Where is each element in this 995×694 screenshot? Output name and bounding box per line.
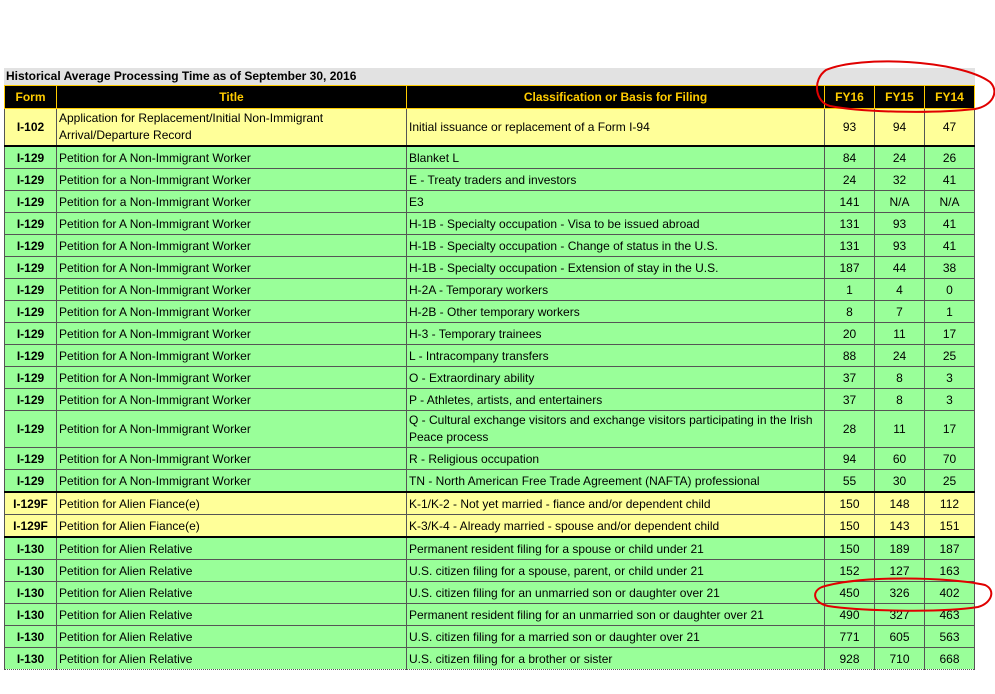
cell-fy15: N/A xyxy=(875,191,925,213)
cell-classification: Q - Cultural exchange visitors and exchange visitors participating in the Irish Peace process xyxy=(407,411,825,448)
cell-title: Petition for A Non-Immigrant Worker xyxy=(57,411,407,448)
header-title: Title xyxy=(57,86,407,109)
cell-form: I-129 xyxy=(5,146,57,169)
cell-fy15: 93 xyxy=(875,213,925,235)
processing-time-sheet xyxy=(4,68,975,670)
cell-fy16: 93 xyxy=(825,109,875,147)
cell-fy14: 17 xyxy=(925,323,975,345)
cell-fy14: 25 xyxy=(925,345,975,367)
cell-title: Petition for A Non-Immigrant Worker xyxy=(57,470,407,493)
cell-title: Petition for A Non-Immigrant Worker xyxy=(57,345,407,367)
cell-fy16: 94 xyxy=(825,448,875,470)
cell-fy15: 327 xyxy=(875,604,925,626)
cell-classification: L - Intracompany transfers xyxy=(407,345,825,367)
cell-fy14: N/A xyxy=(925,191,975,213)
cell-fy14: 563 xyxy=(925,626,975,648)
processing-time-table xyxy=(4,85,975,670)
cell-classification: U.S. citizen filing for an unmarried son or daughter over 21 xyxy=(407,582,825,604)
table-row xyxy=(5,257,975,279)
cell-classification: Permanent resident filing for an unmarried son or daughter over 21 xyxy=(407,604,825,626)
cell-fy14: 3 xyxy=(925,389,975,411)
cell-fy15: 11 xyxy=(875,411,925,448)
cell-fy14: 41 xyxy=(925,213,975,235)
table-row xyxy=(5,492,975,515)
cell-form: I-129 xyxy=(5,191,57,213)
cell-fy15: 60 xyxy=(875,448,925,470)
cell-title: Petition for Alien Relative xyxy=(57,560,407,582)
cell-form: I-129 xyxy=(5,411,57,448)
cell-title: Petition for Alien Relative xyxy=(57,648,407,670)
table-row xyxy=(5,191,975,213)
cell-form: I-129 xyxy=(5,367,57,389)
cell-form: I-130 xyxy=(5,604,57,626)
cell-fy16: 141 xyxy=(825,191,875,213)
table-row xyxy=(5,648,975,670)
cell-fy16: 131 xyxy=(825,235,875,257)
cell-title: Petition for Alien Relative xyxy=(57,537,407,560)
cell-fy16: 150 xyxy=(825,537,875,560)
cell-fy16: 24 xyxy=(825,169,875,191)
cell-fy16: 150 xyxy=(825,515,875,538)
cell-fy15: 710 xyxy=(875,648,925,670)
header-fy16: FY16 xyxy=(825,86,875,109)
cell-fy16: 152 xyxy=(825,560,875,582)
cell-fy16: 490 xyxy=(825,604,875,626)
cell-form: I-130 xyxy=(5,648,57,670)
cell-form: I-130 xyxy=(5,582,57,604)
header-fy14: FY14 xyxy=(925,86,975,109)
cell-classification: H-1B - Specialty occupation - Visa to be issued abroad xyxy=(407,213,825,235)
cell-title: Petition for A Non-Immigrant Worker xyxy=(57,235,407,257)
table-row xyxy=(5,323,975,345)
cell-form: I-129 xyxy=(5,448,57,470)
cell-form: I-129 xyxy=(5,235,57,257)
table-row xyxy=(5,626,975,648)
cell-fy14: 26 xyxy=(925,146,975,169)
header-classification: Classification or Basis for Filing xyxy=(407,86,825,109)
cell-title: Petition for A Non-Immigrant Worker xyxy=(57,389,407,411)
cell-fy15: 143 xyxy=(875,515,925,538)
cell-fy14: 112 xyxy=(925,492,975,515)
cell-classification: Initial issuance or replacement of a Form I-94 xyxy=(407,109,825,147)
cell-fy16: 20 xyxy=(825,323,875,345)
header-row xyxy=(5,86,975,109)
cell-fy15: 7 xyxy=(875,301,925,323)
cell-title: Petition for a Non-Immigrant Worker xyxy=(57,191,407,213)
cell-form: I-129 xyxy=(5,389,57,411)
table-row xyxy=(5,560,975,582)
cell-title: Petition for Alien Relative xyxy=(57,604,407,626)
cell-fy15: 605 xyxy=(875,626,925,648)
cell-fy15: 127 xyxy=(875,560,925,582)
cell-form: I-129 xyxy=(5,257,57,279)
cell-classification: O - Extraordinary ability xyxy=(407,367,825,389)
cell-fy16: 84 xyxy=(825,146,875,169)
cell-fy16: 771 xyxy=(825,626,875,648)
cell-classification: K-3/K-4 - Already married - spouse and/or dependent child xyxy=(407,515,825,538)
cell-fy15: 4 xyxy=(875,279,925,301)
table-row xyxy=(5,470,975,493)
table-row xyxy=(5,448,975,470)
cell-form: I-129 xyxy=(5,345,57,367)
cell-fy14: 1 xyxy=(925,301,975,323)
cell-fy14: 25 xyxy=(925,470,975,493)
cell-classification: U.S. citizen filing for a brother or sister xyxy=(407,648,825,670)
cell-fy14: 402 xyxy=(925,582,975,604)
table-row xyxy=(5,109,975,147)
cell-title: Petition for A Non-Immigrant Worker xyxy=(57,301,407,323)
cell-classification: R - Religious occupation xyxy=(407,448,825,470)
cell-form: I-130 xyxy=(5,626,57,648)
cell-title: Petition for A Non-Immigrant Worker xyxy=(57,279,407,301)
table-row xyxy=(5,213,975,235)
table-row xyxy=(5,515,975,538)
table-row xyxy=(5,389,975,411)
table-row xyxy=(5,345,975,367)
cell-title: Application for Replacement/Initial Non-Immigrant Arrival/Departure Record xyxy=(57,109,407,147)
cell-form: I-129 xyxy=(5,301,57,323)
cell-classification: H-2B - Other temporary workers xyxy=(407,301,825,323)
table-row xyxy=(5,582,975,604)
cell-fy15: 11 xyxy=(875,323,925,345)
cell-fy14: 70 xyxy=(925,448,975,470)
cell-fy16: 28 xyxy=(825,411,875,448)
cell-title: Petition for Alien Fiance(e) xyxy=(57,515,407,538)
cell-fy14: 151 xyxy=(925,515,975,538)
cell-fy16: 88 xyxy=(825,345,875,367)
cell-classification: H-1B - Specialty occupation - Extension of stay in the U.S. xyxy=(407,257,825,279)
cell-classification: U.S. citizen filing for a married son or daughter over 21 xyxy=(407,626,825,648)
cell-classification: Blanket L xyxy=(407,146,825,169)
cell-fy14: 3 xyxy=(925,367,975,389)
table-caption: Historical Average Processing Time as of September 30, 2016 xyxy=(4,68,975,85)
cell-fy16: 55 xyxy=(825,470,875,493)
cell-title: Petition for Alien Relative xyxy=(57,626,407,648)
cell-fy14: 41 xyxy=(925,235,975,257)
cell-form: I-129F xyxy=(5,492,57,515)
cell-form: I-130 xyxy=(5,537,57,560)
header-form: Form xyxy=(5,86,57,109)
cell-fy15: 326 xyxy=(875,582,925,604)
cell-classification: TN - North American Free Trade Agreement (NAFTA) professional xyxy=(407,470,825,493)
cell-form: I-129 xyxy=(5,279,57,301)
cell-classification: H-3 - Temporary trainees xyxy=(407,323,825,345)
cell-fy16: 8 xyxy=(825,301,875,323)
cell-fy15: 44 xyxy=(875,257,925,279)
cell-fy14: 38 xyxy=(925,257,975,279)
cell-form: I-102 xyxy=(5,109,57,147)
cell-fy15: 94 xyxy=(875,109,925,147)
cell-fy15: 8 xyxy=(875,367,925,389)
cell-fy16: 150 xyxy=(825,492,875,515)
cell-fy15: 8 xyxy=(875,389,925,411)
table-row xyxy=(5,604,975,626)
cell-title: Petition for a Non-Immigrant Worker xyxy=(57,169,407,191)
cell-classification: K-1/K-2 - Not yet married - fiance and/or dependent child xyxy=(407,492,825,515)
cell-fy16: 450 xyxy=(825,582,875,604)
table-row xyxy=(5,279,975,301)
cell-fy15: 24 xyxy=(875,146,925,169)
cell-fy15: 32 xyxy=(875,169,925,191)
cell-classification: E - Treaty traders and investors xyxy=(407,169,825,191)
header-fy15: FY15 xyxy=(875,86,925,109)
cell-form: I-129 xyxy=(5,213,57,235)
table-row xyxy=(5,537,975,560)
cell-fy14: 41 xyxy=(925,169,975,191)
cell-fy15: 148 xyxy=(875,492,925,515)
table-row xyxy=(5,367,975,389)
cell-fy14: 668 xyxy=(925,648,975,670)
cell-title: Petition for Alien Fiance(e) xyxy=(57,492,407,515)
cell-classification: U.S. citizen filing for a spouse, parent, or child under 21 xyxy=(407,560,825,582)
cell-fy15: 93 xyxy=(875,235,925,257)
cell-fy15: 189 xyxy=(875,537,925,560)
cell-fy16: 37 xyxy=(825,389,875,411)
table-row xyxy=(5,169,975,191)
cell-title: Petition for A Non-Immigrant Worker xyxy=(57,146,407,169)
cell-title: Petition for A Non-Immigrant Worker xyxy=(57,257,407,279)
cell-fy15: 24 xyxy=(875,345,925,367)
cell-title: Petition for Alien Relative xyxy=(57,582,407,604)
cell-fy14: 187 xyxy=(925,537,975,560)
cell-title: Petition for A Non-Immigrant Worker xyxy=(57,323,407,345)
table-row xyxy=(5,146,975,169)
cell-classification: Permanent resident filing for a spouse or child under 21 xyxy=(407,537,825,560)
cell-fy14: 17 xyxy=(925,411,975,448)
cell-title: Petition for A Non-Immigrant Worker xyxy=(57,213,407,235)
cell-classification: H-2A - Temporary workers xyxy=(407,279,825,301)
cell-fy14: 0 xyxy=(925,279,975,301)
table-row xyxy=(5,235,975,257)
cell-form: I-129 xyxy=(5,169,57,191)
cell-fy15: 30 xyxy=(875,470,925,493)
cell-fy16: 131 xyxy=(825,213,875,235)
cell-title: Petition for A Non-Immigrant Worker xyxy=(57,448,407,470)
cell-fy16: 37 xyxy=(825,367,875,389)
cell-fy16: 1 xyxy=(825,279,875,301)
cell-form: I-130 xyxy=(5,560,57,582)
table-row xyxy=(5,411,975,448)
cell-form: I-129 xyxy=(5,470,57,493)
cell-form: I-129 xyxy=(5,323,57,345)
cell-fy14: 463 xyxy=(925,604,975,626)
cell-classification: E3 xyxy=(407,191,825,213)
table-row xyxy=(5,301,975,323)
cell-fy14: 47 xyxy=(925,109,975,147)
cell-title: Petition for A Non-Immigrant Worker xyxy=(57,367,407,389)
cell-fy16: 187 xyxy=(825,257,875,279)
cell-fy14: 163 xyxy=(925,560,975,582)
cell-form: I-129F xyxy=(5,515,57,538)
cell-classification: P - Athletes, artists, and entertainers xyxy=(407,389,825,411)
cell-classification: H-1B - Specialty occupation - Change of status in the U.S. xyxy=(407,235,825,257)
cell-fy16: 928 xyxy=(825,648,875,670)
